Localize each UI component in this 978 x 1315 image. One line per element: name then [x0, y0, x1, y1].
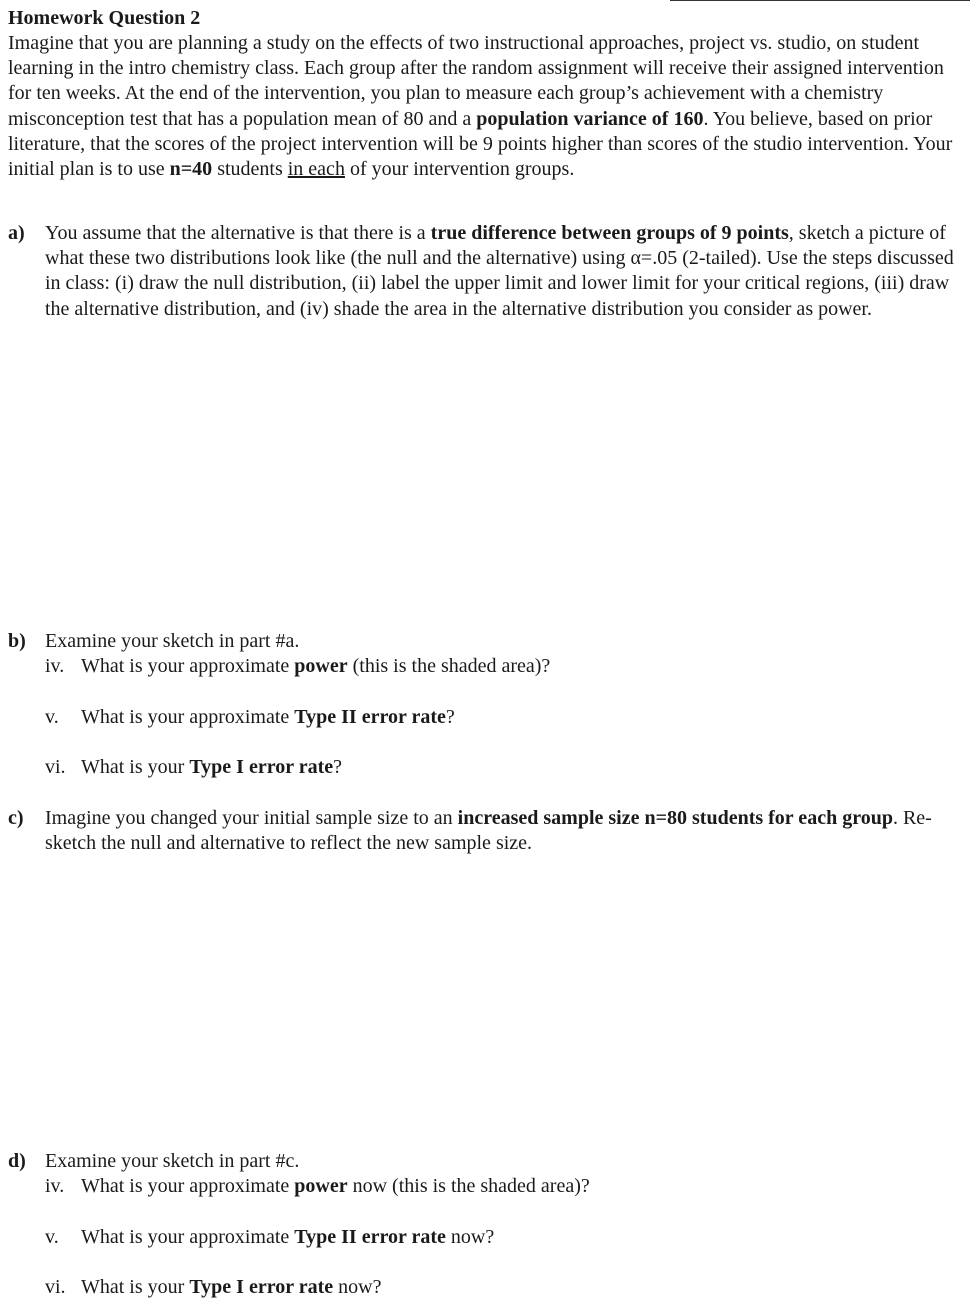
part-b-vi: vi. What is your Type I error rate?	[45, 756, 343, 778]
header-rule	[670, 0, 970, 1]
intro-text-4: of your intervention groups.	[344, 158, 575, 181]
intro-text-1: Imagine that you are planning a study on the effects of two instructional approaches, project vs. studio, on student learning in the intro chemistry class. Each group after the random assignment will receive their assigned intervention for ten weeks. At the end of the intervention, you plan to measure each group’s achievement with a chemistry misconception test that has a population mean of 80 and a	[8, 32, 944, 130]
intro-text-2: . You believe, based on prior literature, that the scores of the project intervention will be 9 points higher than scores of the studio intervention. Your initial plan is to use	[8, 107, 953, 181]
part-d-label: d)	[8, 1150, 26, 1172]
part-b-label: b)	[8, 630, 26, 652]
part-a-bold: true difference between groups of 9 points	[430, 222, 789, 244]
intro-paragraph	[8, 31, 966, 182]
intro-text-3: students	[212, 158, 288, 181]
page-title: Homework Question 2	[8, 7, 201, 29]
part-b-text: Examine your sketch in part #a.	[45, 630, 300, 652]
part-d-text: Examine your sketch in part #c.	[45, 1150, 300, 1172]
part-c-text: Imagine you changed your initial sample size to an increased sample size n=80 students for each group. Re-sketch the null and alternative to reflect the new sample size.	[45, 807, 932, 855]
part-d-iv: iv. What is your approximate power now (this is the shaded area)?	[45, 1175, 590, 1197]
part-c-bold: increased sample size n=80 students for each group	[457, 807, 893, 829]
part-b-v: v. What is your approximate Type II error rate?	[45, 706, 455, 728]
intro-underline-each: in each	[287, 158, 345, 181]
part-d-v: v. What is your approximate Type II error rate now?	[45, 1226, 495, 1248]
part-a-label: a)	[8, 222, 25, 244]
part-c-label: c)	[8, 807, 24, 829]
part-d-vi: vi. What is your Type I error rate now?	[45, 1276, 382, 1298]
intro-bold-n: n=40	[169, 158, 213, 181]
part-b-iv: iv. What is your approximate power (this is the shaded area)?	[45, 655, 551, 677]
intro-bold-variance: population variance of 160	[476, 107, 704, 130]
part-a-text: You assume that the alternative is that there is a true difference between groups of 9 points, sketch a picture of what these two distributions look like (the null and the alternative) using α=.05 (2-tailed). Use the steps discussed in class: (i) draw the null distribution, (ii) label the upper limit and lower limit for your critical regions, (iii) draw the alternative distribution, and (iv) shade the area in the alternative distribution you consider as power.	[45, 222, 954, 320]
